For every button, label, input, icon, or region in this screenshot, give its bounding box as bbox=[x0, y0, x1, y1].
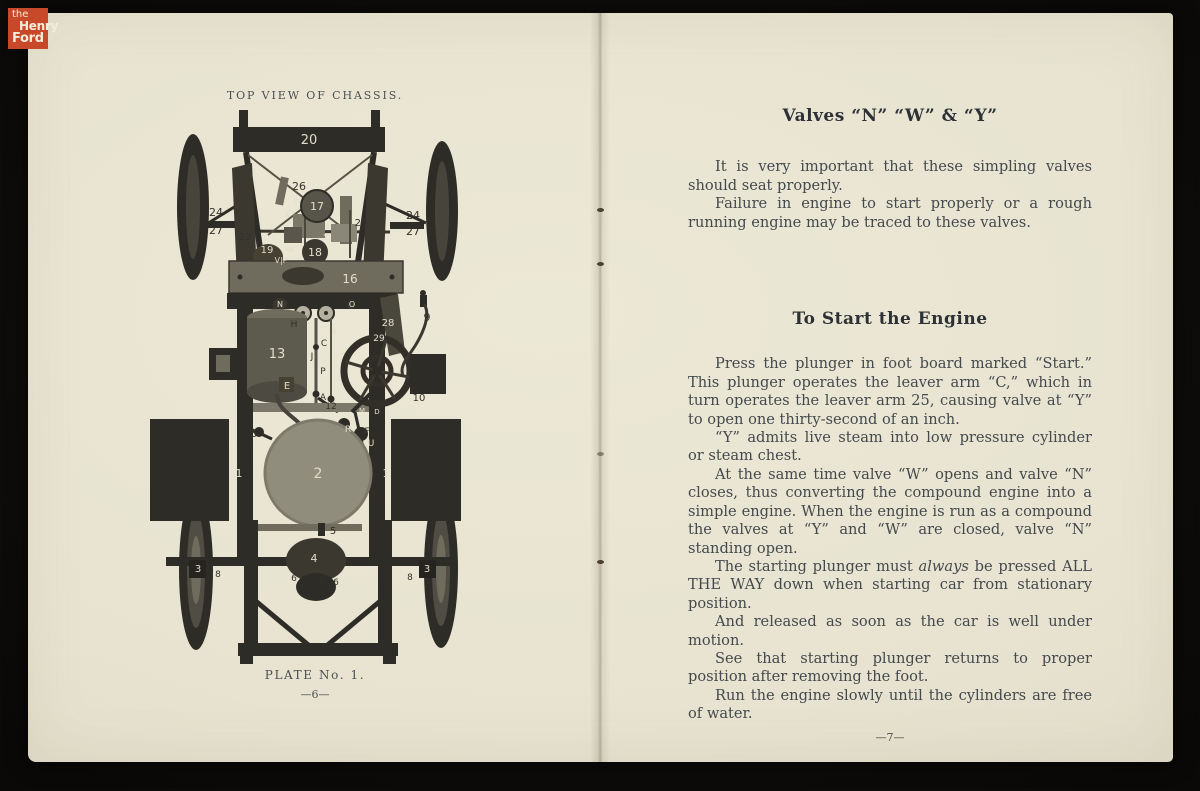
plate-label-26: 26 bbox=[292, 180, 306, 193]
body-paragraph: Press the plunger in foot board marked “Start.” This plunger operates the leaver arm “C,” which in turn operates the leaver arm 25, causing valve at “Y” to open one thirty-second of an inch. bbox=[688, 355, 1092, 428]
chassis-plate-photo bbox=[150, 110, 480, 665]
plate-label-5: 5 bbox=[329, 526, 337, 537]
plate-label-9: 9 bbox=[423, 311, 431, 324]
plate-label-17: 17 bbox=[310, 200, 324, 213]
plate-label-X: X bbox=[284, 210, 290, 219]
plate-label-Y: Y bbox=[323, 233, 329, 242]
valves-paragraphs bbox=[688, 158, 1092, 232]
plate-label-U: U bbox=[367, 439, 375, 449]
henry-ford-logo bbox=[8, 8, 58, 49]
plate-label-F: F bbox=[364, 427, 370, 437]
plate-label-5: 5 bbox=[250, 429, 258, 440]
plate-label-T: T bbox=[293, 198, 299, 206]
page-number-7: —7— bbox=[875, 730, 905, 744]
plate-label-3: 3 bbox=[194, 564, 202, 575]
stitch-hole bbox=[597, 262, 604, 266]
body-paragraph: The starting plunger must always be pressed ALL THE WAY down when starting car from stationary position. bbox=[688, 557, 1092, 612]
plate-label-27: 27 bbox=[209, 224, 223, 237]
plate-label-J: J bbox=[310, 352, 314, 362]
body-paragraph: Failure in engine to start properly or a rough running engine may be traced to these valves. bbox=[688, 195, 1092, 231]
stitch-hole bbox=[597, 452, 604, 456]
book-spread bbox=[28, 13, 1173, 762]
body-paragraph: It is very important that these simpling valves should seat properly. bbox=[688, 158, 1092, 194]
plate-label-28: 28 bbox=[381, 318, 395, 329]
plate-label-8: 8 bbox=[407, 573, 413, 583]
plate-label-4: 4 bbox=[310, 552, 318, 565]
plate-caption: PLATE No. 1. bbox=[264, 668, 366, 682]
plate-label-E: E bbox=[283, 381, 291, 392]
plate-label-M: M bbox=[358, 407, 366, 415]
plate-label-20: 20 bbox=[300, 133, 318, 148]
stitch-hole bbox=[597, 560, 604, 564]
page-number-6: —6— bbox=[300, 688, 330, 701]
body-paragraph: “Y” admits live steam into low pressure cylinder or steam chest. bbox=[688, 429, 1092, 465]
plate-label-24: 24 bbox=[406, 209, 420, 222]
valves-heading: Valves “N” “W” & “Y” bbox=[782, 106, 998, 126]
plate-label-16: 16 bbox=[342, 272, 358, 286]
page-gutter bbox=[590, 13, 610, 762]
plate-label-12: 12 bbox=[325, 402, 337, 412]
plate-label-18: 18 bbox=[308, 246, 322, 259]
right-page-text bbox=[688, 107, 1092, 747]
plate-label-6: 6 bbox=[291, 574, 297, 584]
body-paragraph: Run the engine slowly until the cylinders are free of water. bbox=[688, 686, 1092, 723]
plate-label-2: 2 bbox=[313, 466, 323, 482]
plate-label-10: 10 bbox=[412, 393, 426, 404]
plate-label-27: 27 bbox=[406, 225, 420, 238]
plate-label-V|P: V|P bbox=[274, 256, 288, 265]
plate-label-19: 19 bbox=[260, 245, 274, 256]
plate-label-13: 13 bbox=[268, 347, 286, 362]
plate-label-23: 23 bbox=[238, 232, 252, 243]
plate-label-1: 1 bbox=[235, 467, 243, 480]
logo-the: the bbox=[12, 9, 29, 20]
plate-label-C: C bbox=[320, 339, 328, 349]
plate-label-24: 24 bbox=[209, 206, 223, 219]
plate-label-N: N bbox=[277, 300, 283, 309]
start-engine-paragraphs bbox=[688, 355, 1092, 723]
plate-label-25: 25 bbox=[354, 218, 368, 229]
body-paragraph: At the same time valve “W” opens and valve “N” closes, thus converting the compound engine into a simple engine. When the engine is run as a compound the valves at “Y” and “W” are closed, valve “N” standing open. bbox=[688, 465, 1092, 557]
plate-label-H: H bbox=[290, 320, 298, 330]
plate-label-1: 1 bbox=[382, 467, 390, 480]
plate-label-W: W bbox=[286, 246, 294, 254]
body-paragraph: See that starting plunger returns to proper position after removing the foot. bbox=[688, 649, 1092, 686]
start-engine-heading: To Start the Engine bbox=[792, 309, 988, 330]
logo-ford: Ford bbox=[12, 31, 44, 46]
body-paragraph: And released as soon as the car is well under motion. bbox=[688, 613, 1092, 649]
plate-label-D: D bbox=[374, 408, 380, 416]
plate-label-3: 3 bbox=[423, 564, 431, 575]
stitch-hole bbox=[597, 208, 604, 212]
plate-label-O: O bbox=[348, 300, 356, 309]
boiler-and-running-boards bbox=[150, 419, 461, 526]
plate-label-A: A bbox=[319, 393, 327, 403]
plate-label-R: R bbox=[344, 425, 352, 435]
plate-label-B: B bbox=[331, 328, 337, 336]
plate-label-6: 6 bbox=[333, 578, 339, 588]
logo-henry: Henry bbox=[19, 19, 58, 33]
plate-title: TOP VIEW OF CHASSIS. bbox=[226, 89, 404, 102]
plate-label-8: 8 bbox=[215, 570, 221, 580]
plate-label-29: 29 bbox=[373, 334, 385, 344]
plate-label-7: 7 bbox=[319, 576, 325, 586]
plate-label-P: P bbox=[320, 367, 326, 377]
